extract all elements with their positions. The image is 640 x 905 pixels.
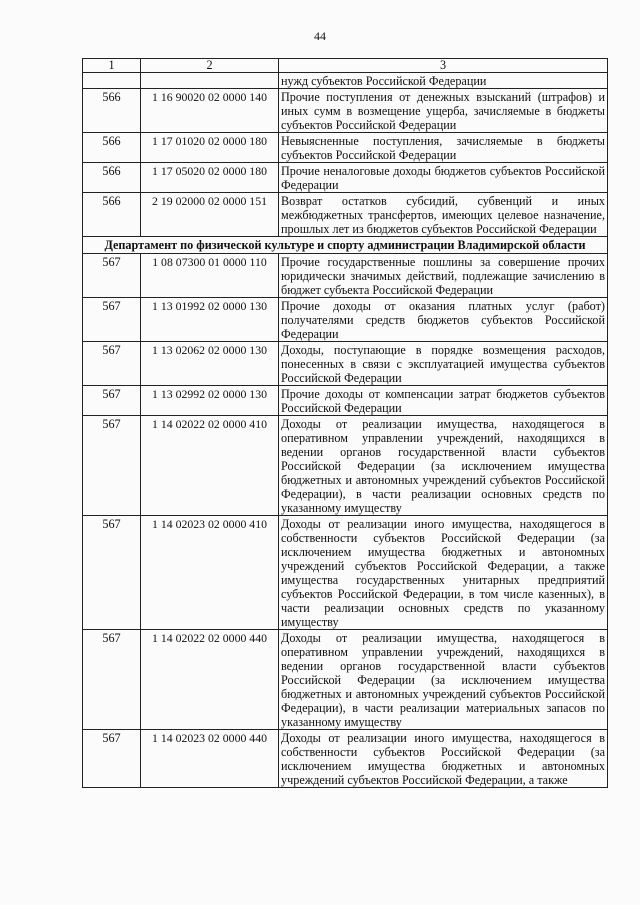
table-row	[83, 630, 608, 730]
table-row	[83, 516, 608, 630]
table-row	[83, 342, 608, 386]
admin-code-cell: 566	[83, 193, 141, 237]
description-cell: Прочие доходы от оказания платных услуг (работ) получателями средств бюджетов субъектов Российской Федерации	[279, 298, 608, 342]
revenue-code-cell: 1 16 90020 02 0000 140	[141, 89, 279, 133]
description-cell: Доходы от реализации иного имущества, находящегося в собственности субъектов Российской Федерации (за исключением имущества бюджетных и автономных учреждений субъектов Российской Федерации, а также	[279, 730, 608, 788]
table-row	[83, 730, 608, 788]
description-cell: Прочие неналоговые доходы бюджетов субъектов Российской Федерации	[279, 163, 608, 193]
revenue-code-cell: 1 14 02023 02 0000 410	[141, 516, 279, 630]
revenue-code-cell	[141, 73, 279, 89]
revenue-code-cell: 1 13 02992 02 0000 130	[141, 386, 279, 416]
revenue-code-cell: 1 08 07300 01 0000 110	[141, 254, 279, 298]
revenue-code-cell: 1 17 05020 02 0000 180	[141, 163, 279, 193]
table-row	[83, 73, 608, 89]
description-cell: Прочие доходы от компенсации затрат бюджетов субъектов Российской Федерации	[279, 386, 608, 416]
description-cell: Доходы от реализации иного имущества, находящегося в собственности субъектов Российской Федерации (за исключением имущества бюджетных и автономных учреждений субъектов Российской Федерации, а также имущества государственных унитарных предприятий субъектов Российской Федерации, в том числе казенных), в части реализации основных средств по указанному имуществу	[279, 516, 608, 630]
table-header-row	[83, 59, 608, 73]
table-row	[83, 163, 608, 193]
description-cell: Невыясненные поступления, зачисляемые в бюджеты субъектов Российской Федерации	[279, 133, 608, 163]
section-title: Департамент по физической культуре и спорту администрации Владимирской области	[83, 237, 608, 254]
description-cell: Доходы от реализации имущества, находящегося в оперативном управлении учреждений, находящихся в ведении органов государственной власти субъектов Российской Федерации (за исключением имущества бюджетных и автономных учреждений субъектов Российской Федерации), в части реализации основных средств по указанному имуществу	[279, 416, 608, 516]
admin-code-cell: 567	[83, 298, 141, 342]
table-row	[83, 254, 608, 298]
table-row	[83, 89, 608, 133]
admin-code-cell: 567	[83, 342, 141, 386]
admin-code-cell: 566	[83, 133, 141, 163]
admin-code-cell: 567	[83, 416, 141, 516]
revenue-code-cell: 1 14 02022 02 0000 440	[141, 630, 279, 730]
header-col-2: 2	[141, 59, 279, 73]
admin-code-cell: 567	[83, 630, 141, 730]
table-row	[83, 416, 608, 516]
section-header-row	[83, 237, 608, 254]
revenue-code-cell: 1 17 01020 02 0000 180	[141, 133, 279, 163]
table-row	[83, 298, 608, 342]
header-col-3: 3	[279, 59, 608, 73]
revenue-code-cell: 1 13 02062 02 0000 130	[141, 342, 279, 386]
admin-code-cell	[83, 73, 141, 89]
description-cell: Прочие поступления от денежных взысканий (штрафов) и иных сумм в возмещение ущерба, зачисляемые в бюджеты субъектов Российской Федерации	[279, 89, 608, 133]
description-cell: нужд субъектов Российской Федерации	[279, 73, 608, 89]
admin-code-cell: 566	[83, 89, 141, 133]
admin-code-cell: 567	[83, 254, 141, 298]
admin-code-cell: 567	[83, 516, 141, 630]
revenue-code-cell: 1 14 02022 02 0000 410	[141, 416, 279, 516]
header-col-1: 1	[83, 59, 141, 73]
table-row	[83, 133, 608, 163]
revenue-code-cell: 1 13 01992 02 0000 130	[141, 298, 279, 342]
admin-code-cell: 567	[83, 386, 141, 416]
description-cell: Доходы от реализации имущества, находящегося в оперативном управлении учреждений, находящихся в ведении органов государственной власти субъектов Российской Федерации (за исключением имущества бюджетных и автономных учреждений субъектов Российской Федерации), в части реализации материальных запасов по указанному имуществу	[279, 630, 608, 730]
revenue-code-cell: 2 19 02000 02 0000 151	[141, 193, 279, 237]
admin-code-cell: 566	[83, 163, 141, 193]
table-row	[83, 193, 608, 237]
table-row	[83, 386, 608, 416]
description-cell: Возврат остатков субсидий, субвенций и иных межбюджетных трансфертов, имеющих целевое назначение, прошлых лет из бюджетов субъектов Российской Федерации	[279, 193, 608, 237]
revenue-codes-table	[82, 58, 608, 788]
page-number: 44	[314, 29, 326, 43]
revenue-code-cell: 1 14 02023 02 0000 440	[141, 730, 279, 788]
description-cell: Доходы, поступающие в порядке возмещения расходов, понесенных в связи с эксплуатацией имущества субъектов Российской Федерации	[279, 342, 608, 386]
admin-code-cell: 567	[83, 730, 141, 788]
description-cell: Прочие государственные пошлины за совершение прочих юридически значимых действий, подлежащие зачислению в бюджет субъекта Российской Федерации	[279, 254, 608, 298]
